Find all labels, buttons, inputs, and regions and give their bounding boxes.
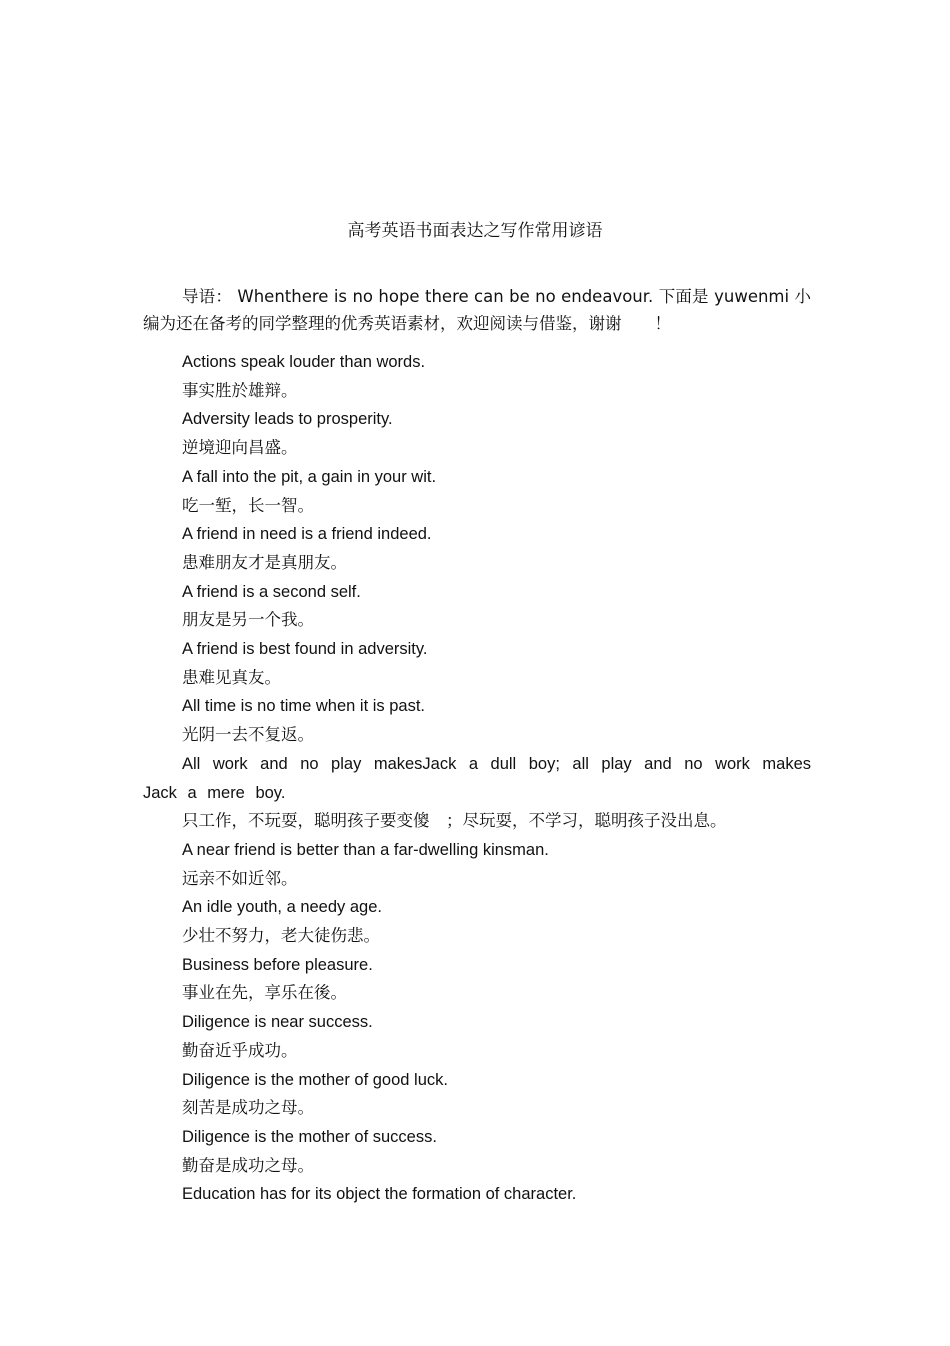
proverb-english: Business before pleasure. [182,955,373,974]
proverb-english: A friend is a second self. [182,582,361,601]
proverb-chinese: 事业在先，享乐在後。 [182,983,347,1003]
proverb-chinese: 只工作，不玩耍，聪明孩子要变傻 ；尽玩耍，不学习，聪明孩子没出息。 [182,811,727,831]
proverb-english: A fall into the pit, a gain in your wit. [182,467,437,486]
proverb-chinese: 勤奋近乎成功。 [182,1040,298,1060]
proverb-english: Diligence is the mother of good luck. [182,1070,448,1089]
proverb-list [143,348,811,1209]
proverb-chinese: 勤奋是成功之母。 [182,1155,314,1175]
page-title: 高考英语书面表达之写作常用谚语 [347,221,603,241]
proverb-chinese: 患难见真友。 [182,667,281,687]
proverb-chinese: 逆境迎向昌盛。 [182,438,298,458]
intro-paragraph: 导语： Whenthere is no hope there can be no endeavour. 下面是 yuwenmi 小编为还在备考的同学整理的优秀英语素材，欢迎阅读与借鉴，谢谢 ！ [143,286,811,333]
proverb-chinese: 吃一堑，长一智。 [182,495,314,515]
proverb-english: All time is no time when it is past. [182,697,426,716]
proverb-chinese: 光阴一去不复返。 [182,725,314,745]
proverb-chinese: 朋友是另一个我。 [182,610,314,630]
proverb-chinese: 少壮不努力，老大徒伤悲。 [182,926,380,946]
proverb-english: A friend is best found in adversity. [182,640,428,659]
proverb-chinese: 刻苦是成功之母。 [182,1098,314,1118]
proverb-english: Adversity leads to prosperity. [182,410,393,429]
proverb-chinese: 事实胜於雄辩。 [182,380,298,400]
proverb-english: An idle youth, a needy age. [182,898,382,917]
proverb-english: A friend in need is a friend indeed. [182,525,432,544]
proverb-english: Diligence is the mother of success. [182,1127,437,1146]
proverb-chinese: 患难朋友才是真朋友。 [182,552,347,572]
proverb-english: Actions speak louder than words. [182,353,426,371]
proverb-english: Education has for its object the formation of character. [182,1185,577,1204]
proverb-english: Diligence is near success. [182,1013,373,1032]
proverb-chinese: 远亲不如近邻。 [182,868,298,888]
proverb-english: All work and no play makesJack a dull boy; all play and no work makes Jack a mere boy. [143,754,811,802]
proverb-english: A near friend is better than a far-dwelling kinsman. [182,840,549,859]
